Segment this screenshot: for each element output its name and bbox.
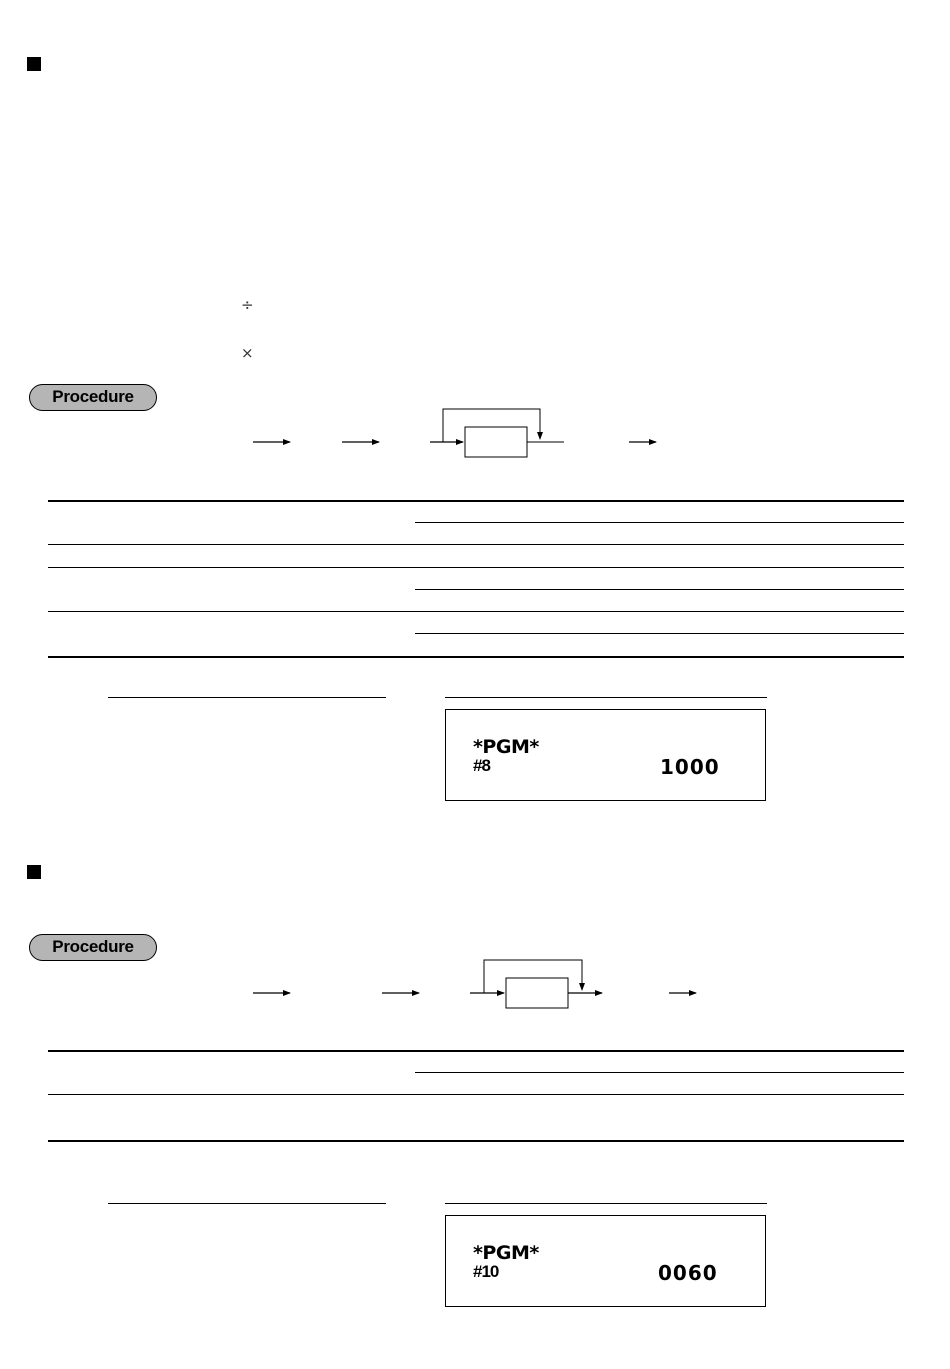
receipt-print bbox=[445, 1215, 766, 1307]
procedure-badge: Procedure bbox=[29, 384, 157, 411]
table-rule-bottom bbox=[48, 1140, 904, 1142]
table-rule bbox=[415, 1072, 904, 1073]
multiply-symbol: × bbox=[241, 344, 254, 362]
flow-key-box bbox=[506, 978, 568, 1008]
receipt-value: 1000 bbox=[660, 755, 720, 779]
table-rule-top bbox=[48, 1050, 904, 1052]
table-rule bbox=[48, 1094, 904, 1095]
receipt-code: #10 bbox=[473, 1262, 499, 1281]
receipt-code: #8 bbox=[473, 756, 490, 775]
division-symbol: ÷ bbox=[241, 296, 254, 314]
receipt-title: *PGM* bbox=[473, 736, 539, 758]
receipt-value: 0060 bbox=[658, 1261, 718, 1285]
receipt-title: *PGM* bbox=[473, 1242, 539, 1264]
procedure-badge: Procedure bbox=[29, 934, 157, 961]
print-rule bbox=[445, 1203, 767, 1204]
key-operation-rule bbox=[108, 1203, 386, 1204]
